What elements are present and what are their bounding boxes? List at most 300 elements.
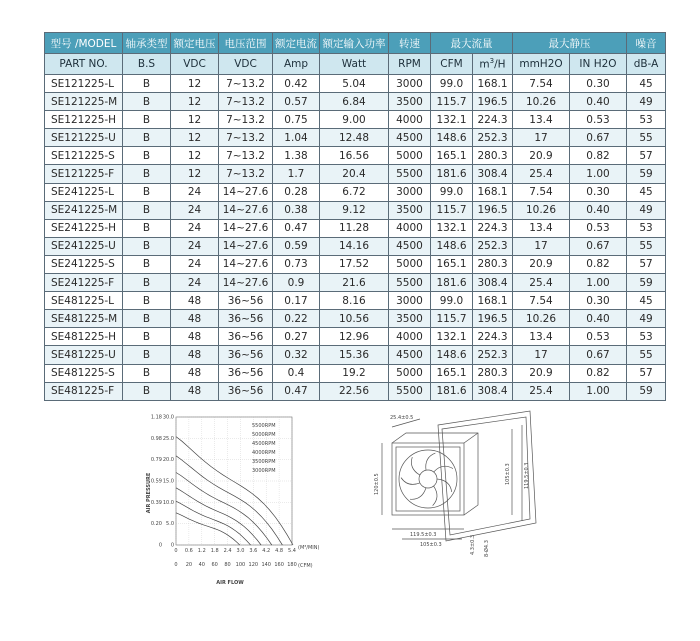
y-tick-mm: 0 — [170, 542, 174, 549]
spec-cell: 14~27.6 — [219, 183, 273, 201]
y-tick-in: 0.98 — [150, 435, 162, 442]
dim-depth: 25.4±0.5 — [390, 415, 414, 421]
fan-blade — [426, 453, 436, 470]
curve-label: 5000RPM — [252, 432, 276, 438]
table-row — [45, 255, 666, 273]
spec-cell: 0.57 — [273, 93, 320, 111]
spec-cell: 0.4 — [273, 364, 320, 382]
spec-cell: 36~56 — [219, 382, 273, 400]
spec-cell: 24 — [171, 219, 219, 237]
spec-cell: 5.04 — [320, 75, 389, 93]
perf-curve — [176, 488, 261, 545]
header-row-en — [45, 54, 666, 75]
spec-cell: 12 — [171, 147, 219, 165]
spec-cell: 55 — [627, 129, 666, 147]
spec-cell: 165.1 — [431, 255, 473, 273]
unit-m3h — [473, 54, 513, 75]
spec-cell: 12 — [171, 93, 219, 111]
spec-cell: 5500 — [389, 274, 431, 292]
y-tick-in: 0.20 — [150, 521, 162, 528]
table-row — [45, 129, 666, 147]
spec-cell: 3000 — [389, 183, 431, 201]
spec-cell: 0.82 — [570, 255, 627, 273]
y-axis-label: AIR PRESSURE — [146, 472, 152, 514]
model-cell: SE481225-H — [45, 328, 123, 346]
fan-blade — [401, 478, 420, 485]
table-row — [45, 165, 666, 183]
model-cell: SE241225-M — [45, 201, 123, 219]
x-unit-bottom: (CFM) — [298, 563, 313, 569]
header-model: 型号 /MODEL — [45, 33, 123, 54]
model-cell: SE241225-F — [45, 274, 123, 292]
dim-right-1: 105±0.3 — [505, 463, 511, 485]
spec-cell: 0.32 — [273, 346, 320, 364]
depth-edge — [464, 433, 478, 443]
spec-cell: B — [123, 328, 171, 346]
y-tick-in: 0.59 — [150, 478, 162, 485]
spec-cell: 196.5 — [473, 201, 513, 219]
unit-vdc: VDC — [171, 54, 219, 75]
dim-width: 119.5±0.3 — [410, 532, 437, 538]
curve-label: 5500RPM — [252, 423, 276, 429]
spec-cell: 20.4 — [320, 165, 389, 183]
spec-table — [44, 32, 666, 401]
spec-cell: B — [123, 201, 171, 219]
spec-cell: 3500 — [389, 310, 431, 328]
spec-cell: 15.36 — [320, 346, 389, 364]
spec-cell: B — [123, 346, 171, 364]
spec-cell: B — [123, 111, 171, 129]
x-tick-cfm: 60 — [211, 562, 218, 568]
spec-cell: 0.17 — [273, 292, 320, 310]
spec-cell: 148.6 — [431, 129, 473, 147]
spec-cell: 3500 — [389, 201, 431, 219]
spec-cell: 48 — [171, 292, 219, 310]
spec-cell: 252.3 — [473, 346, 513, 364]
curve-label: 4000RPM — [252, 450, 276, 456]
spec-cell: 115.7 — [431, 310, 473, 328]
spec-cell: 5000 — [389, 255, 431, 273]
spec-cell: 48 — [171, 364, 219, 382]
table-row — [45, 201, 666, 219]
spec-cell: B — [123, 255, 171, 273]
spec-cell: 0.42 — [273, 75, 320, 93]
unit-part-no: PART NO. — [45, 54, 123, 75]
spec-cell: B — [123, 147, 171, 165]
x-tick-m3: 2.4 — [223, 548, 232, 554]
spec-cell: 14~27.6 — [219, 255, 273, 273]
table-row — [45, 346, 666, 364]
spec-cell: 148.6 — [431, 237, 473, 255]
spec-cell: 308.4 — [473, 382, 513, 400]
table-row — [45, 310, 666, 328]
spec-cell: B — [123, 237, 171, 255]
fan-blade — [411, 457, 419, 475]
model-cell: SE241225-U — [45, 237, 123, 255]
spec-cell: 0.30 — [570, 75, 627, 93]
model-cell: SE121225-M — [45, 93, 123, 111]
spec-cell: 12 — [171, 111, 219, 129]
y-tick-mm: 25.0 — [162, 435, 174, 442]
dim-bottom: 105±0.3 — [420, 542, 442, 548]
spec-cell: 115.7 — [431, 201, 473, 219]
spec-cell: B — [123, 274, 171, 292]
fan-dimension-drawing — [362, 405, 557, 565]
spec-cell: 0.59 — [273, 237, 320, 255]
fan-hub — [419, 470, 437, 488]
model-cell: SE481225-U — [45, 346, 123, 364]
spec-cell: 3000 — [389, 292, 431, 310]
rear-plate — [438, 411, 536, 541]
spec-cell: 0.47 — [273, 219, 320, 237]
spec-cell: 55 — [627, 237, 666, 255]
spec-cell: 12 — [171, 75, 219, 93]
spec-cell: 280.3 — [473, 364, 513, 382]
spec-cell: 14~27.6 — [219, 237, 273, 255]
curve-label: 4500RPM — [252, 441, 276, 447]
spec-cell: 7.54 — [513, 75, 570, 93]
header-noise: 噪音 — [627, 33, 666, 54]
spec-cell: 308.4 — [473, 165, 513, 183]
spec-cell: 14~27.6 — [219, 219, 273, 237]
header-bearing: 轴承类型 — [123, 33, 171, 54]
spec-cell: 4500 — [389, 237, 431, 255]
spec-cell: 9.00 — [320, 111, 389, 129]
spec-cell: B — [123, 129, 171, 147]
spec-cell: 181.6 — [431, 274, 473, 292]
model-cell: SE121225-U — [45, 129, 123, 147]
spec-cell: 1.00 — [570, 165, 627, 183]
fan-blades — [401, 453, 453, 506]
fan-frame-inner — [396, 447, 460, 511]
spec-cell: 0.30 — [570, 183, 627, 201]
spec-cell: 7~13.2 — [219, 75, 273, 93]
spec-cell: 181.6 — [431, 165, 473, 183]
spec-cell: 48 — [171, 346, 219, 364]
spec-cell: 4500 — [389, 129, 431, 147]
unit-bs: B.S — [123, 54, 171, 75]
spec-cell: 0.67 — [570, 237, 627, 255]
table-row — [45, 147, 666, 165]
spec-cell: 0.40 — [570, 93, 627, 111]
spec-cell: 181.6 — [431, 382, 473, 400]
table-row — [45, 93, 666, 111]
spec-cell: 25.4 — [513, 382, 570, 400]
spec-cell: 7~13.2 — [219, 165, 273, 183]
table-row — [45, 364, 666, 382]
spec-cell: 3000 — [389, 75, 431, 93]
spec-cell: 0.47 — [273, 382, 320, 400]
spec-table-body — [45, 75, 666, 401]
spec-cell: 280.3 — [473, 255, 513, 273]
table-row — [45, 382, 666, 400]
spec-cell: 17 — [513, 129, 570, 147]
spec-cell: 0.53 — [570, 111, 627, 129]
header-rated-voltage: 额定电压 — [171, 33, 219, 54]
x-tick-m3: 4.8 — [275, 548, 284, 554]
spec-cell: 0.38 — [273, 201, 320, 219]
spec-cell: 45 — [627, 292, 666, 310]
spec-cell: 99.0 — [431, 75, 473, 93]
spec-cell: B — [123, 219, 171, 237]
spec-cell: B — [123, 75, 171, 93]
spec-cell: 45 — [627, 183, 666, 201]
spec-cell: 21.6 — [320, 274, 389, 292]
dim-right-2: 119.5±0.3 — [524, 462, 530, 489]
table-row — [45, 274, 666, 292]
x-tick-m3: 1.2 — [197, 548, 206, 554]
spec-cell: 57 — [627, 255, 666, 273]
spec-cell: 224.3 — [473, 111, 513, 129]
x-tick-m3: 4.2 — [262, 548, 271, 554]
spec-cell: 0.30 — [570, 292, 627, 310]
spec-cell: 45 — [627, 75, 666, 93]
table-row — [45, 292, 666, 310]
spec-cell: 0.67 — [570, 346, 627, 364]
spec-cell: 12.96 — [320, 328, 389, 346]
spec-cell: 20.9 — [513, 147, 570, 165]
spec-cell: 168.1 — [473, 183, 513, 201]
unit-m3h-tail: /H — [494, 58, 506, 71]
unit-cfm: CFM — [431, 54, 473, 75]
spec-cell: 252.3 — [473, 129, 513, 147]
spec-cell: 115.7 — [431, 93, 473, 111]
dim-hole: 4.3±0.3 — [470, 534, 476, 555]
spec-cell: B — [123, 165, 171, 183]
y-tick-mm: 15.0 — [162, 478, 174, 485]
spec-cell: 14~27.6 — [219, 201, 273, 219]
spec-cell: 99.0 — [431, 292, 473, 310]
spec-cell: 17.52 — [320, 255, 389, 273]
spec-cell: 36~56 — [219, 292, 273, 310]
spec-cell: 224.3 — [473, 219, 513, 237]
spec-cell: 24 — [171, 183, 219, 201]
spec-cell: 4500 — [389, 346, 431, 364]
spec-cell: 53 — [627, 111, 666, 129]
x-tick-cfm: 100 — [235, 562, 246, 568]
spec-cell: B — [123, 292, 171, 310]
spec-cell: 0.40 — [570, 310, 627, 328]
spec-cell: 0.27 — [273, 328, 320, 346]
spec-cell: 4000 — [389, 219, 431, 237]
spec-cell: 1.38 — [273, 147, 320, 165]
y-tick-in: 0.79 — [150, 457, 162, 464]
spec-cell: 14~27.6 — [219, 274, 273, 292]
spec-cell: B — [123, 310, 171, 328]
spec-cell: 5500 — [389, 165, 431, 183]
fan-blade — [410, 488, 426, 500]
x-tick-cfm: 40 — [198, 562, 205, 568]
spec-cell: 14.16 — [320, 237, 389, 255]
model-cell: SE481225-L — [45, 292, 123, 310]
spec-cell: 49 — [627, 201, 666, 219]
x-tick-cfm: 140 — [261, 562, 271, 568]
table-row — [45, 328, 666, 346]
spec-cell: 168.1 — [473, 292, 513, 310]
spec-cell: 36~56 — [219, 310, 273, 328]
model-cell: SE121225-F — [45, 165, 123, 183]
spec-cell: 20.9 — [513, 255, 570, 273]
spec-cell: 59 — [627, 382, 666, 400]
spec-cell: 24 — [171, 274, 219, 292]
spec-cell: 16.56 — [320, 147, 389, 165]
spec-cell: 25.4 — [513, 165, 570, 183]
spec-cell: 53 — [627, 219, 666, 237]
spec-cell: 24 — [171, 255, 219, 273]
spec-cell: 36~56 — [219, 346, 273, 364]
spec-cell: 0.9 — [273, 274, 320, 292]
spec-cell: 48 — [171, 310, 219, 328]
y-tick-mm: 30.0 — [162, 414, 174, 421]
curve-label: 3000RPM — [252, 468, 276, 474]
table-row — [45, 183, 666, 201]
table-row — [45, 237, 666, 255]
x-tick-cfm: 180 — [287, 562, 297, 568]
y-tick-mm: 5.0 — [166, 521, 174, 528]
spec-cell: 17 — [513, 346, 570, 364]
spec-cell: 7~13.2 — [219, 111, 273, 129]
fan-blade — [433, 486, 437, 506]
spec-cell: 1.04 — [273, 129, 320, 147]
spec-cell: 4000 — [389, 111, 431, 129]
spec-cell: 165.1 — [431, 364, 473, 382]
spec-cell: 12 — [171, 129, 219, 147]
spec-cell: B — [123, 93, 171, 111]
spec-cell: 308.4 — [473, 274, 513, 292]
spec-cell: 280.3 — [473, 147, 513, 165]
model-cell: SE481225-M — [45, 310, 123, 328]
header-rated-current: 额定电流 — [273, 33, 320, 54]
x-tick-m3: 0 — [174, 548, 178, 554]
spec-cell: 7~13.2 — [219, 147, 273, 165]
chart-labels — [252, 423, 276, 474]
spec-cell: 49 — [627, 310, 666, 328]
x-tick-cfm: 20 — [185, 562, 193, 568]
table-row — [45, 75, 666, 93]
y-tick-in: 1.18 — [150, 414, 162, 421]
spec-cell: 165.1 — [431, 147, 473, 165]
spec-cell: 36~56 — [219, 328, 273, 346]
unit-inh2o: IN H2O — [570, 54, 627, 75]
spec-cell: 0.82 — [570, 364, 627, 382]
x-tick-cfm: 160 — [274, 562, 284, 568]
spec-cell: 12.48 — [320, 129, 389, 147]
spec-cell: 0.82 — [570, 147, 627, 165]
spec-cell: 22.56 — [320, 382, 389, 400]
spec-cell: 8.16 — [320, 292, 389, 310]
model-cell: SE121225-L — [45, 75, 123, 93]
spec-cell: 55 — [627, 346, 666, 364]
spec-cell: 13.4 — [513, 328, 570, 346]
rear-plate-inner — [442, 417, 530, 535]
x-tick-cfm: 80 — [224, 562, 231, 568]
header-max-airflow: 最大流量 — [431, 33, 513, 54]
unit-amp: Amp — [273, 54, 320, 75]
table-row — [45, 111, 666, 129]
table-row — [45, 219, 666, 237]
spec-cell: 48 — [171, 328, 219, 346]
spec-cell: 1.00 — [570, 382, 627, 400]
header-voltage-range: 电压范围 — [219, 33, 273, 54]
y-tick-in: 0.39 — [150, 499, 162, 506]
model-cell: SE121225-S — [45, 147, 123, 165]
spec-cell: 25.4 — [513, 274, 570, 292]
spec-cell: 0.67 — [570, 129, 627, 147]
spec-cell: 7.54 — [513, 292, 570, 310]
spec-cell: 0.28 — [273, 183, 320, 201]
spec-cell: 0.75 — [273, 111, 320, 129]
spec-cell: B — [123, 364, 171, 382]
spec-cell: 24 — [171, 201, 219, 219]
header-speed: 转速 — [389, 33, 431, 54]
spec-cell: 13.4 — [513, 111, 570, 129]
spec-cell: 0.53 — [570, 328, 627, 346]
spec-cell: 10.56 — [320, 310, 389, 328]
spec-cell: 196.5 — [473, 310, 513, 328]
unit-rpm: RPM — [389, 54, 431, 75]
spec-cell: 20.9 — [513, 364, 570, 382]
spec-cell: 6.72 — [320, 183, 389, 201]
spec-cell: 7.54 — [513, 183, 570, 201]
x-tick-m3: 3.6 — [249, 548, 258, 554]
unit-vdc-range: VDC — [219, 54, 273, 75]
spec-cell: 57 — [627, 147, 666, 165]
unit-m3h-sup: 3 — [489, 57, 495, 66]
header-row-cn — [45, 33, 666, 54]
x-tick-m3: 1.8 — [210, 548, 219, 554]
spec-cell: 9.12 — [320, 201, 389, 219]
spec-cell: 5500 — [389, 382, 431, 400]
unit-watt: Watt — [320, 54, 389, 75]
performance-curve-chart — [140, 405, 325, 590]
spec-cell: 196.5 — [473, 93, 513, 111]
spec-cell: 59 — [627, 165, 666, 183]
spec-cell: 0.22 — [273, 310, 320, 328]
spec-cell: 17 — [513, 237, 570, 255]
spec-cell: 57 — [627, 364, 666, 382]
model-cell: SE121225-H — [45, 111, 123, 129]
spec-cell: 1.00 — [570, 274, 627, 292]
dim-holes: 8-Ø4.3 — [484, 540, 490, 557]
unit-dba: dB-A — [627, 54, 666, 75]
unit-m3h-base: m — [479, 58, 490, 71]
spec-cell: 132.1 — [431, 111, 473, 129]
spec-cell: 19.2 — [320, 364, 389, 382]
spec-cell: 5000 — [389, 147, 431, 165]
x-tick-cfm: 120 — [248, 562, 259, 568]
spec-cell: B — [123, 183, 171, 201]
curve-label: 3500RPM — [252, 459, 276, 465]
spec-cell: 10.26 — [513, 310, 570, 328]
model-cell: SE481225-F — [45, 382, 123, 400]
spec-cell: 252.3 — [473, 237, 513, 255]
spec-cell: 10.26 — [513, 201, 570, 219]
spec-cell: 168.1 — [473, 75, 513, 93]
spec-cell: B — [123, 382, 171, 400]
model-cell: SE481225-S — [45, 364, 123, 382]
spec-cell: 10.26 — [513, 93, 570, 111]
y-tick-mm: 20.0 — [162, 457, 174, 464]
spec-cell: 3500 — [389, 93, 431, 111]
x-unit-top: (M³/MIN) — [298, 545, 320, 551]
spec-cell: 4000 — [389, 328, 431, 346]
spec-cell: 6.84 — [320, 93, 389, 111]
spec-cell: 36~56 — [219, 364, 273, 382]
spec-cell: 148.6 — [431, 346, 473, 364]
x-tick-m3: 0.6 — [184, 548, 193, 554]
spec-cell: 7~13.2 — [219, 129, 273, 147]
spec-cell: 5000 — [389, 364, 431, 382]
